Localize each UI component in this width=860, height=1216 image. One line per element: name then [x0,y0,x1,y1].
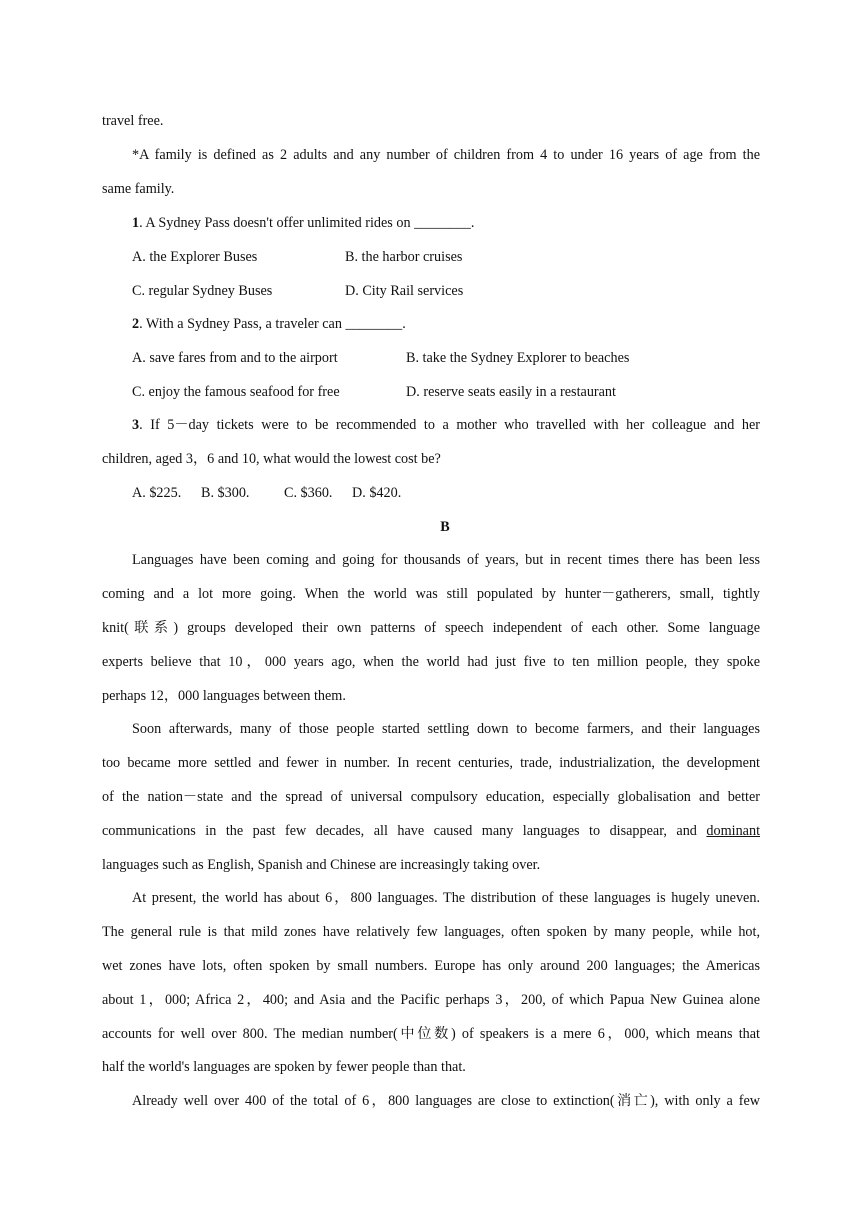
question-3 [132,415,760,435]
question-2-option-a: A. save fares from and to the airport [132,350,338,366]
intro-line-3: same family. [102,181,175,197]
paragraph-2-line: languages such as English, Spanish and Chinese are increasingly taking over. [102,857,541,873]
question-2-option-b: B. take the Sydney Explorer to beaches [406,350,630,366]
question-3-text: . If 5－day tickets were to be recommended to a mother who travelled with her colleague and her [139,417,760,433]
paragraph-3-line: half the world's languages are spoken by fewer people than that. [102,1059,466,1075]
paragraph-2-line: Soon afterwards, many of those people started settling down to become farmers, and their languages [132,721,760,737]
section-heading: B [440,519,450,535]
intro-line-2: *A family is defined as 2 adults and any number of children from 4 to under 16 years of age from the [132,147,760,163]
paragraph-1-line: knit(联系) groups developed their own patterns of speech independent of each other. Some language [102,620,760,636]
question-3-option-b: B. $300. [201,485,250,501]
paragraph-1-line: coming and a lot more going. When the world was still populated by hunter－gatherers, small, tightly [102,586,760,602]
paragraph-3-line: wet zones have lots, often spoken by small numbers. Europe has only around 200 languages; the Americas [102,958,760,974]
question-2-text: . With a Sydney Pass, a traveler can ________. [139,316,406,332]
question-1-option-c: C. regular Sydney Buses [132,283,273,299]
question-3-number: 3 [132,417,140,433]
question-1-text: . A Sydney Pass doesn't offer unlimited rides on ________. [139,215,475,231]
paragraph-3-line: At present, the world has about 6，800 languages. The distribution of these languages is hugely uneven. [132,890,760,906]
question-1-option-a: A. the Explorer Buses [132,249,258,265]
paragraph-4-line: Already well over 400 of the total of 6，800 languages are close to extinction(消亡), with only a few [132,1093,760,1109]
intro-line-1: travel free. [102,113,164,129]
question-1-number: 1 [132,215,140,231]
question-1-option-d: D. City Rail services [345,283,464,299]
question-3-option-d: D. $420. [352,485,402,501]
paragraph-1-line: experts believe that 10，000 years ago, when the world had just five to ten million people, they spoke [102,654,760,670]
question-2 [132,314,760,334]
paragraph-1-line: perhaps 12，000 languages between them. [102,688,346,704]
question-3-text-line-2: children, aged 3，6 and 10, what would the lowest cost be? [102,451,441,467]
paragraph-2-line [102,821,760,841]
question-1 [132,213,760,233]
paragraph-2-line: too became more settled and fewer in number. In recent centuries, trade, industrialization, the development [102,755,760,771]
question-2-number: 2 [132,316,140,332]
paragraph-2-text: communications in the past few decades, all have caused many languages to disappear, and [102,823,697,839]
paragraph-3-line: accounts for well over 800. The median number(中位数) of speakers is a mere 6，000, which means that [102,1026,760,1042]
paragraph-3-line: The general rule is that mild zones have relatively few languages, often spoken by many people, while hot, [102,924,760,940]
question-3-option-c: C. $360. [284,485,333,501]
question-2-option-d: D. reserve seats easily in a restaurant [406,384,616,400]
paragraph-2-line: of the nation－state and the spread of universal compulsory education, especially globalisation and better [102,789,760,805]
question-1-option-b: B. the harbor cruises [345,249,463,265]
paragraph-3-line: about 1，000; Africa 2，400; and Asia and the Pacific perhaps 3，200, of which Papua New Guinea alone [102,992,760,1008]
underlined-word-dominant: dominant [706,823,761,839]
question-3-option-a: A. $225. [132,485,182,501]
paragraph-1-line: Languages have been coming and going for thousands of years, but in recent times there has been less [132,552,760,568]
question-2-option-c: C. enjoy the famous seafood for free [132,384,340,400]
